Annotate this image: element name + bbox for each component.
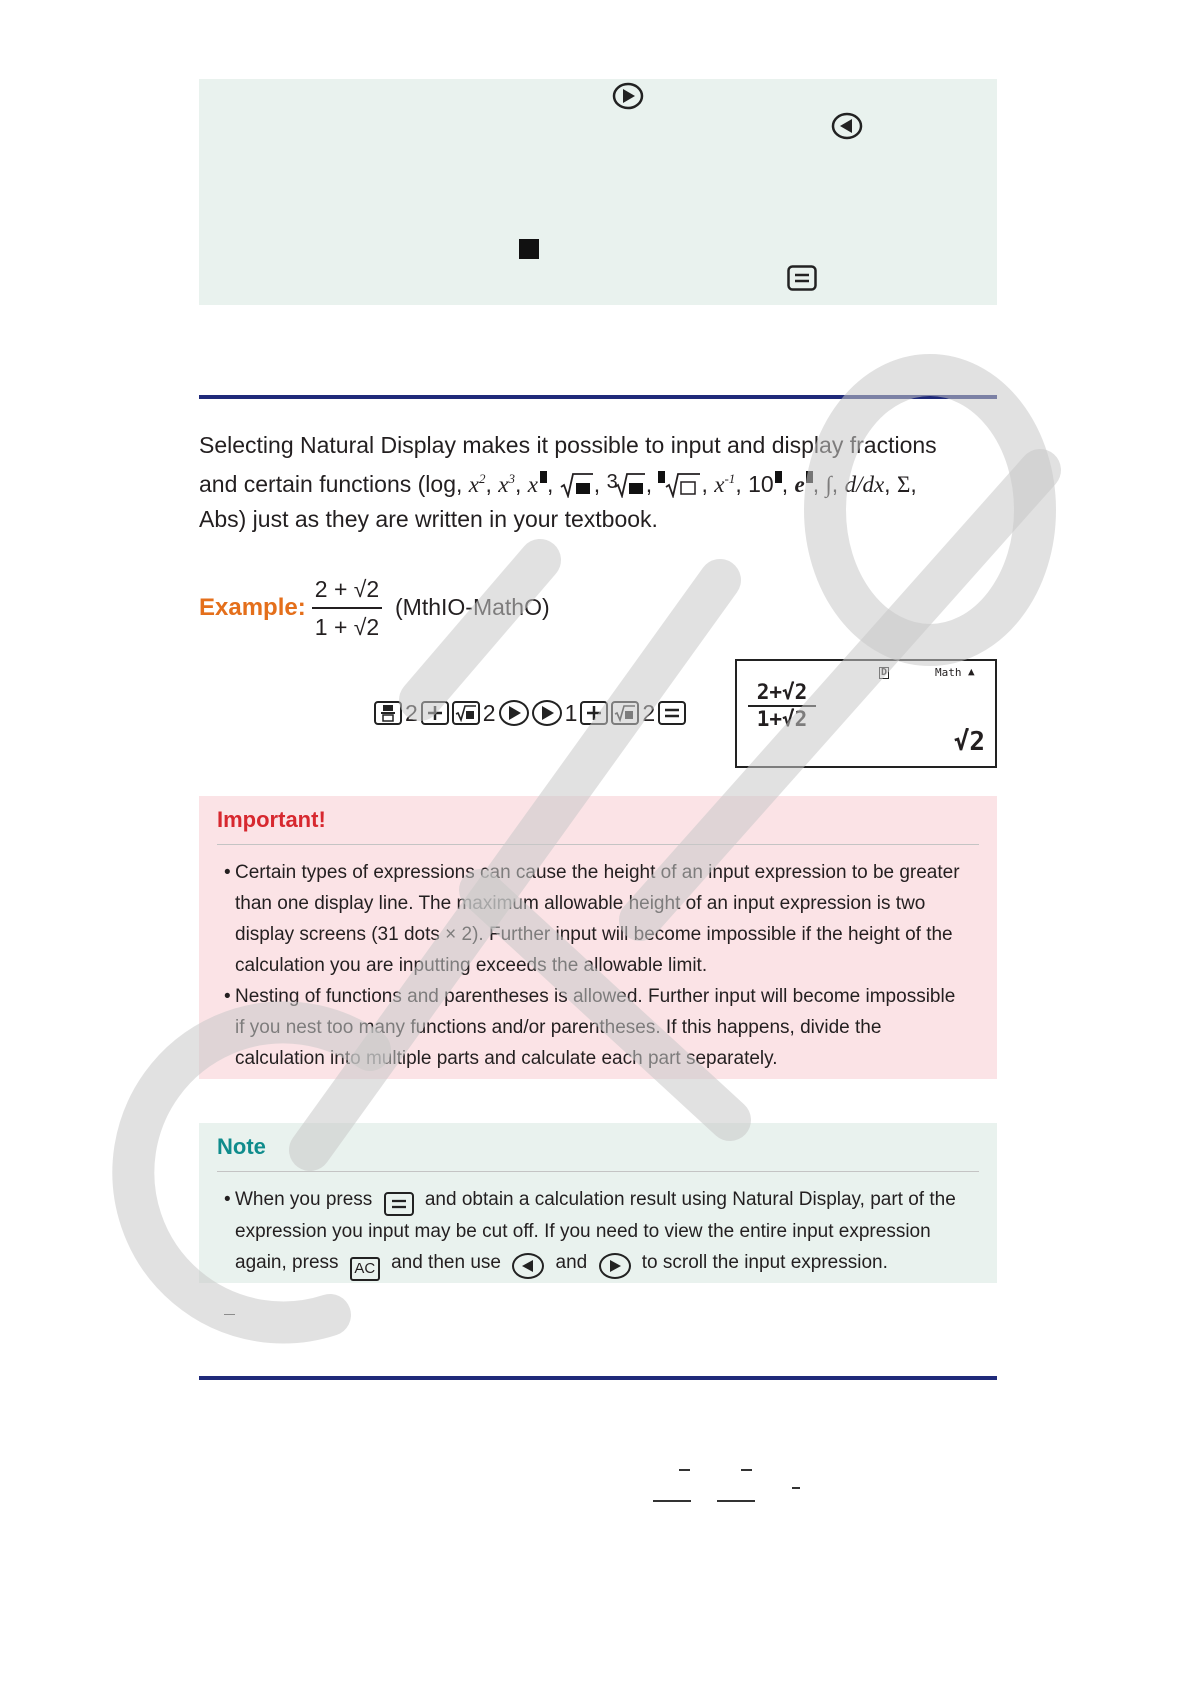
plus-key-icon — [421, 701, 449, 725]
key-digit: 2 — [642, 699, 656, 726]
left-arrow-key-icon — [512, 1253, 544, 1279]
note-title: Note — [217, 1134, 266, 1159]
section-heading-rule — [199, 395, 997, 399]
residual-dash — [224, 1314, 235, 1315]
plus-key-icon — [580, 701, 608, 725]
important-box — [199, 796, 997, 1079]
important-bullet: • Nesting of functions and parentheses is allowed. Further input will become impossible if you nest too many functions and/or parentheses. If this happens, divide the calculation into multiple parts and calculate each part separately. — [217, 981, 979, 1074]
lcd-numerator: 2+√2 — [756, 680, 808, 704]
lcd-result: √2 — [953, 727, 985, 757]
key-digit: 2 — [405, 699, 418, 726]
intro-line-3: Abs) just as they are written in your textbook. — [199, 506, 658, 532]
note-bullet: • When you press and obtain a calculation result using Natural Display, part of the expression you input may be cut off. If you need to view the entire input expression again, press AC and then use and to scroll the input expression. — [217, 1184, 979, 1281]
fraction-fragment — [792, 1487, 800, 1489]
nth-root-symbol — [658, 471, 701, 497]
intro-paragraph — [199, 428, 999, 536]
square-root-symbol — [560, 471, 594, 497]
left-arrow-key-icon — [831, 112, 863, 145]
lcd-fraction — [748, 681, 816, 731]
up-arrow-indicator: ▲ — [968, 665, 975, 678]
right-arrow-key-icon — [532, 700, 562, 726]
example-label: Example: — [199, 594, 306, 621]
key-sequence — [374, 697, 686, 729]
important-divider — [217, 844, 979, 845]
right-arrow-key-icon — [612, 82, 644, 115]
fraction-key-icon — [374, 701, 402, 725]
ten-power-symbol: 10 — [748, 471, 782, 497]
math-mode-indicator: Math — [935, 666, 962, 679]
intro-line-1: Selecting Natural Display makes it possible to input and display fractions — [199, 432, 937, 458]
fraction-numerator: 2 + √2 — [314, 576, 380, 602]
important-title: Important! — [217, 807, 326, 832]
equals-key-icon — [787, 265, 817, 296]
summation-symbol: Σ — [896, 472, 911, 497]
fraction-fragment — [653, 1500, 691, 1502]
calculator-display — [735, 659, 997, 768]
section-heading-rule — [199, 1376, 997, 1380]
cursor-block-icon — [519, 239, 539, 259]
fraction-bar — [312, 607, 382, 609]
example-mode: (MthIO-MathO) — [395, 594, 550, 620]
equals-key-icon — [658, 701, 686, 725]
derivative-symbol: d/dx — [844, 472, 885, 497]
sqrt-key-icon — [452, 701, 480, 725]
intro-line-2: and certain functions (log, $x^2$, $x^3$, x , , 3 , , $x^{-1}$, 10 , e , ∫, d/dx, Σ, — [199, 471, 917, 497]
cube-root-symbol: 3 — [607, 471, 646, 497]
fraction-fragment — [741, 1469, 752, 1471]
key-digit: 1 — [564, 699, 578, 726]
integral-symbol: ∫ — [825, 472, 832, 497]
sqrt-key-icon — [611, 701, 639, 725]
x-inverse-symbol: $x^{-1}$ — [714, 471, 736, 497]
right-arrow-key-icon — [599, 1253, 631, 1279]
fraction-fragment — [679, 1469, 690, 1471]
degree-indicator: D — [881, 667, 888, 678]
note-list — [217, 1184, 979, 1281]
ac-key-icon: AC — [350, 1257, 380, 1281]
equals-key-icon — [384, 1192, 414, 1216]
x-squared-symbol: $x^2$ — [468, 471, 486, 497]
e-power-symbol: e — [794, 471, 812, 497]
note-divider — [217, 1171, 979, 1172]
important-list — [217, 857, 979, 1074]
right-arrow-key-icon — [499, 700, 529, 726]
fraction-denominator: 1 + √2 — [314, 614, 380, 640]
example-fraction — [312, 574, 382, 642]
lcd-denominator: 1+√2 — [756, 707, 808, 731]
x-cubed-symbol: $x^3$ — [498, 471, 515, 497]
top-info-panel — [199, 79, 997, 305]
fraction-fragment — [717, 1500, 755, 1502]
x-power-symbol: x — [528, 472, 547, 497]
note-box — [199, 1123, 997, 1283]
key-digit: 2 — [482, 699, 496, 726]
important-bullet: • Certain types of expressions can cause the height of an input expression to be greater than one display line. The maximum allowable height of an input expression is two display screens (31 dots × 2). Further input will become impossible if the height of the calculation you are inputting exceeds the allowable limit. — [217, 857, 979, 981]
